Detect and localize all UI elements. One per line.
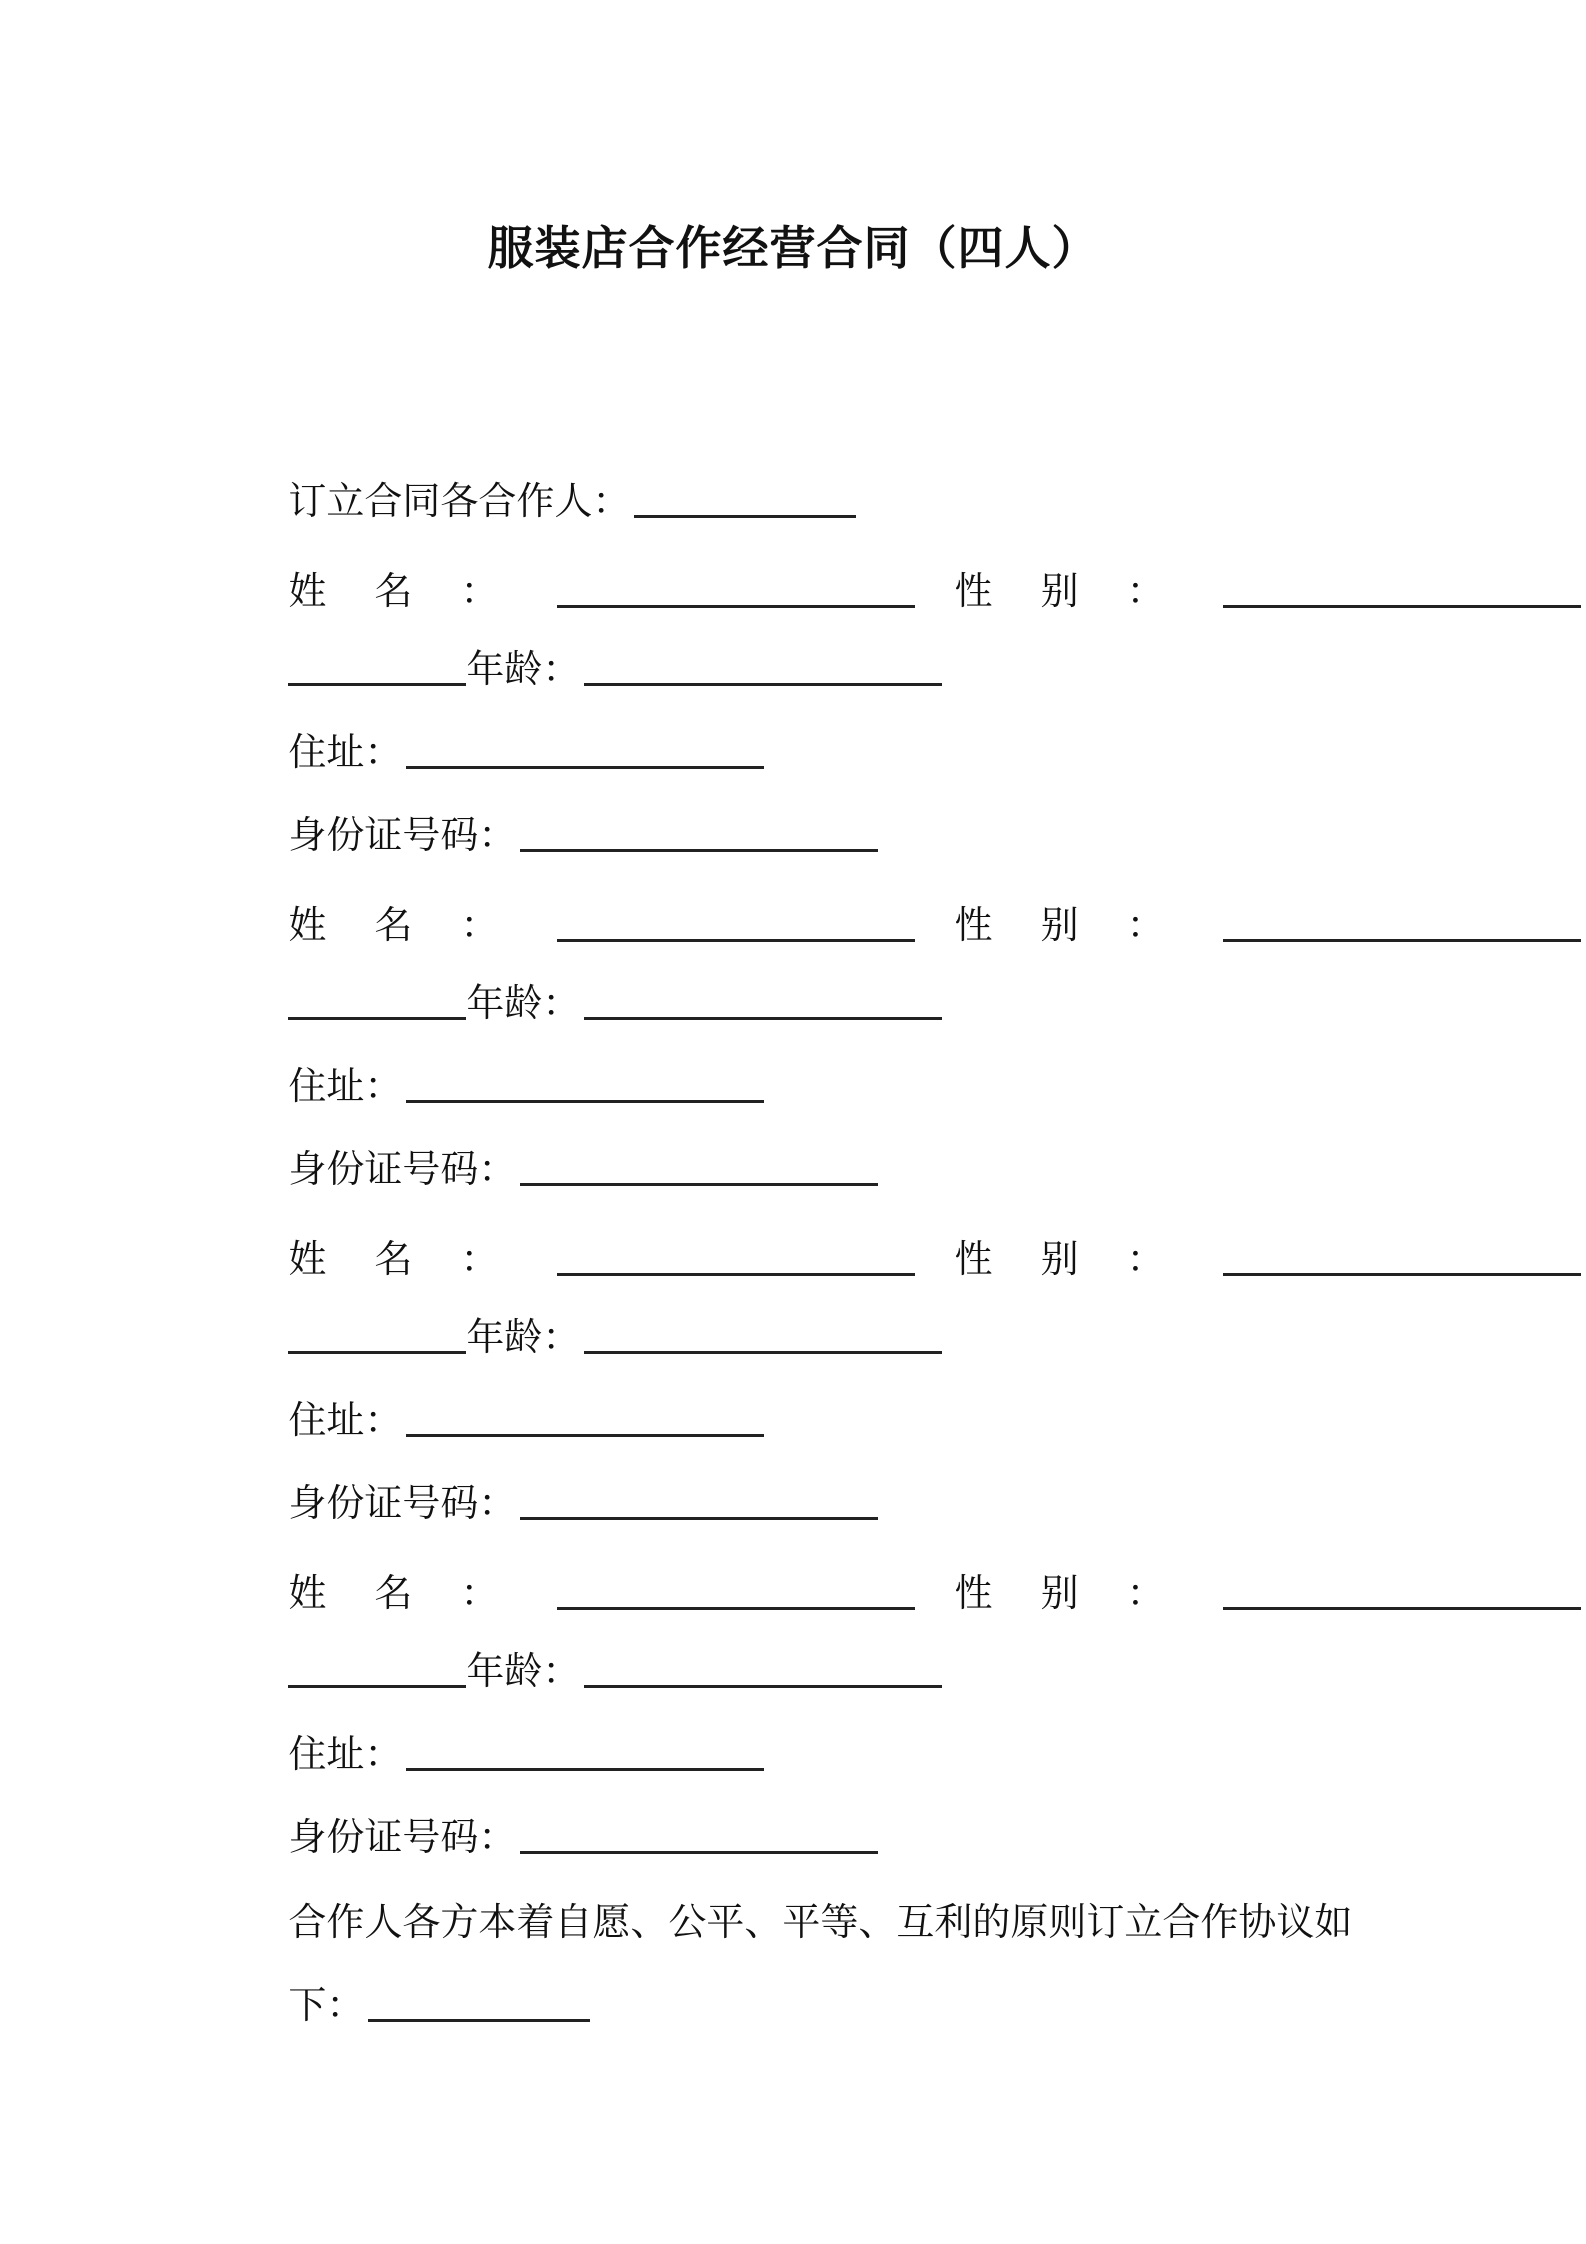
partner-1-name-gender-line	[240, 495, 1360, 613]
closing-line-2	[240, 1909, 1360, 2027]
partner-1-id-line	[240, 739, 1360, 857]
partner-1-age-line	[240, 573, 1360, 691]
id-number-label: 身份证号码：	[288, 1481, 517, 1525]
partner-2-address-line	[240, 990, 1360, 1108]
address-label: 住址：	[288, 1398, 403, 1442]
age-label: 年龄：	[466, 1315, 581, 1359]
gender-label: 性 别 ：	[954, 903, 1183, 947]
gender-label: 性 别 ：	[954, 569, 1183, 613]
partner-4-address-line	[240, 1658, 1360, 1776]
partner-4-age-line	[240, 1575, 1360, 1693]
closing-text-1: 合作人各方本着自愿、公平、平等、互利的原则订立合作协议如	[288, 1900, 1353, 1944]
address-label: 住址：	[288, 1064, 403, 1108]
partner-2-age-line	[240, 907, 1360, 1025]
partner-3-name-gender-line	[240, 1163, 1360, 1281]
gender-label: 性 别 ：	[954, 1237, 1183, 1281]
partner-4-name-gender-line	[240, 1497, 1360, 1615]
closing-text-2: 下：	[288, 1983, 365, 2027]
closing-blank[interactable]	[368, 1985, 590, 2022]
partner-3-age-line	[240, 1241, 1360, 1359]
closing-line-1	[240, 1826, 1360, 1944]
intro-label: 订立合同各合作人：	[288, 479, 631, 523]
document-title: 服装店合作经营合同（四人）	[487, 221, 1099, 275]
partner-3-address-line	[240, 1324, 1360, 1442]
name-label: 姓 名 ：	[288, 1571, 517, 1615]
gender-label: 性 别 ：	[954, 1571, 1183, 1615]
name-label: 姓 名 ：	[288, 569, 517, 613]
address-label: 住址：	[288, 730, 403, 774]
partner-2-name-gender-line	[240, 829, 1360, 947]
partner-3-id-line	[240, 1407, 1360, 1525]
age-label: 年龄：	[466, 647, 581, 691]
partner-4-id-line	[240, 1741, 1360, 1859]
id-number-label: 身份证号码：	[288, 813, 517, 857]
intro-line	[240, 405, 1360, 523]
id-number-label: 身份证号码：	[288, 1815, 517, 1859]
address-label: 住址：	[288, 1732, 403, 1776]
name-label: 姓 名 ：	[288, 903, 517, 947]
name-label: 姓 名 ：	[288, 1237, 517, 1281]
partner-2-id-line	[240, 1073, 1360, 1191]
id-number-label: 身份证号码：	[288, 1147, 517, 1191]
partner-1-address-line	[240, 656, 1360, 774]
age-label: 年龄：	[466, 981, 581, 1025]
age-label: 年龄：	[466, 1649, 581, 1693]
